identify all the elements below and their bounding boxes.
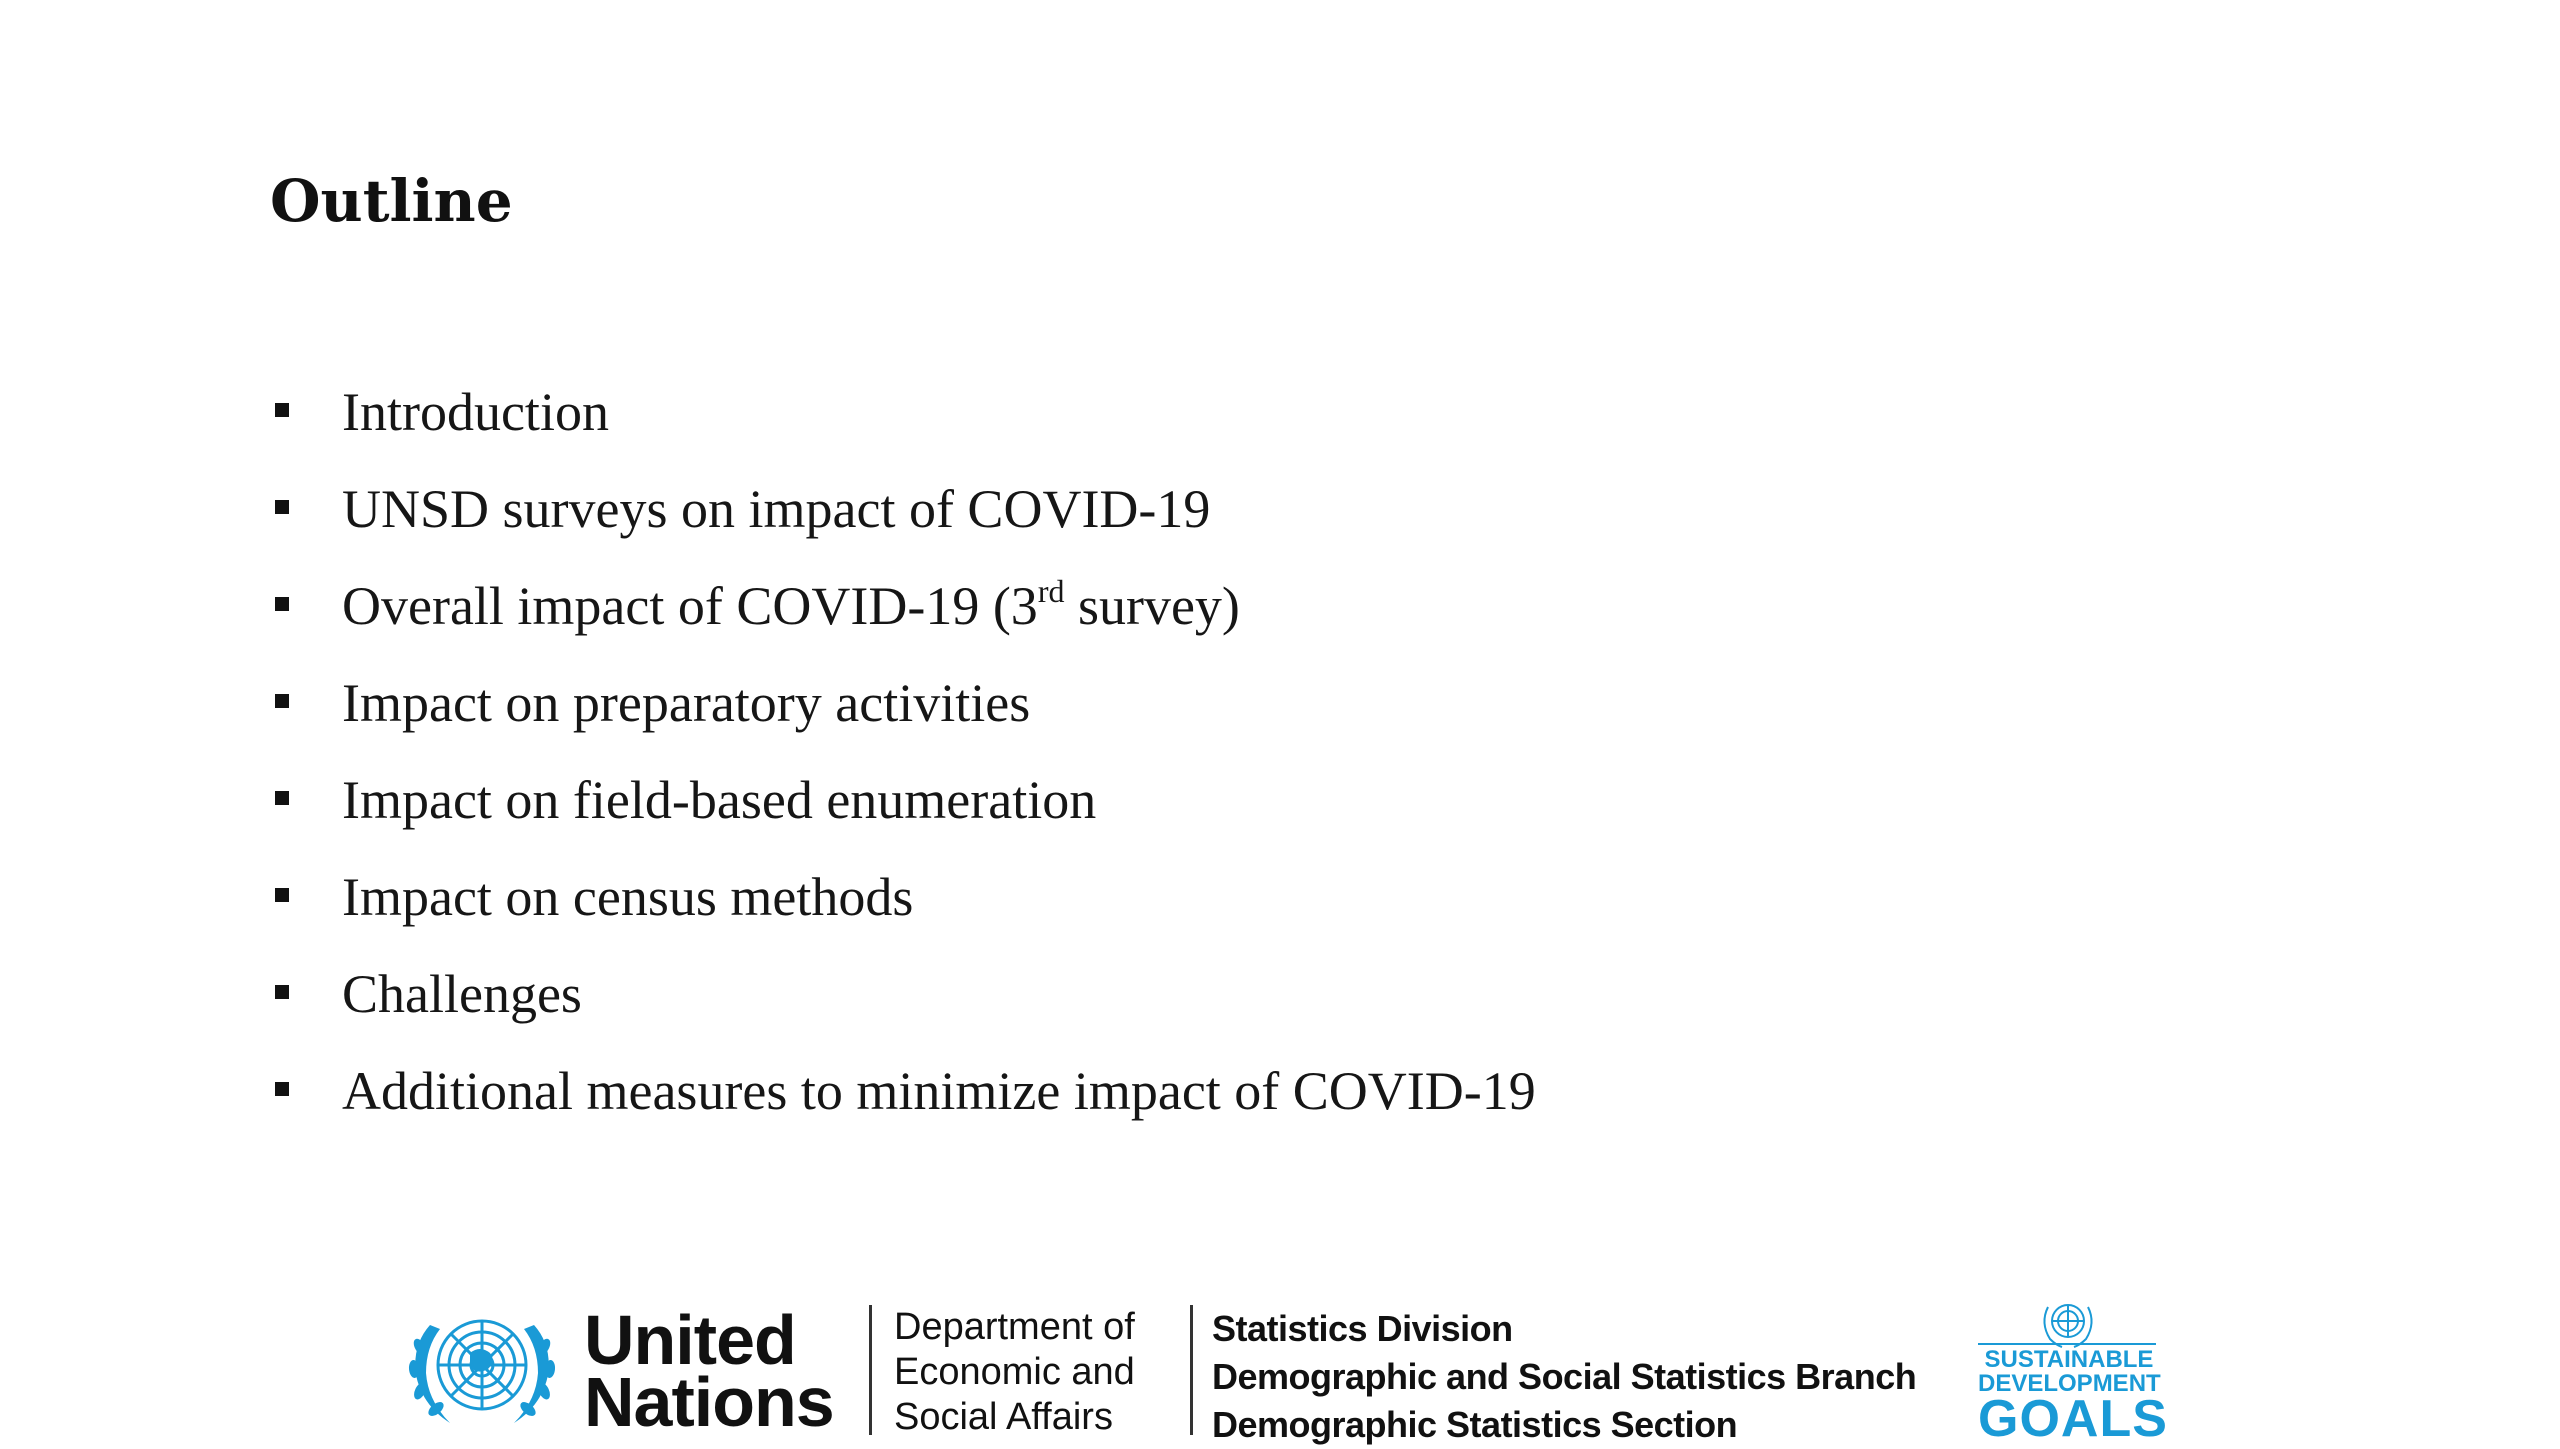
list-item-text-part: survey) (1064, 576, 1240, 636)
un-wordmark-line: Nations (584, 1363, 834, 1441)
bullet-square-icon (275, 694, 289, 708)
bullet-square-icon (275, 1082, 289, 1096)
footer-logos (0, 1285, 2560, 1448)
un-wordmark (584, 1301, 834, 1441)
desa-name (894, 1305, 1135, 1440)
list-item-text: Additional measures to minimize impact of COVID-19 (342, 1061, 1536, 1121)
sdg-text-line: SUSTAINABLE (1984, 1346, 2154, 1373)
list-item-text: Challenges (342, 964, 582, 1024)
list-item-text: UNSD surveys on impact of COVID-19 (342, 479, 1211, 539)
unsd-name-line: Statistics Division (1212, 1308, 1513, 1349)
un-wordmark-line: United (584, 1301, 796, 1379)
list-item-text: Impact on preparatory activities (342, 673, 1031, 733)
sdg-rule (1978, 1343, 2156, 1345)
list-item-text: Impact on field-based enumeration (342, 770, 1097, 830)
list-item-text-part: Overall impact of COVID-19 (3 (342, 576, 1038, 636)
divider (869, 1305, 872, 1435)
ordinal-suffix: rd (1037, 573, 1065, 609)
desa-name-line: Economic and (894, 1351, 1135, 1393)
desa-name-line: Department of (894, 1306, 1135, 1348)
unsd-name-line: Demographic and Social Statistics Branch (1212, 1356, 1917, 1397)
sdg-logo (1978, 1297, 2168, 1448)
bullet-square-icon (275, 791, 289, 805)
unsd-name (1212, 1305, 1916, 1449)
un-emblem-icon (400, 1301, 564, 1437)
unsd-name-line: Demographic Statistics Section (1212, 1404, 1738, 1445)
sdg-goals-text: GOALS (1978, 1390, 2168, 1448)
slide-title: Outline (270, 167, 513, 235)
bullet-square-icon (275, 403, 289, 417)
list-item-text: Introduction (342, 382, 609, 442)
desa-name-line: Social Affairs (894, 1396, 1113, 1438)
bullet-square-icon (275, 888, 289, 902)
bullet-square-icon (275, 597, 289, 611)
list-item-text (342, 573, 1240, 636)
sdg-emblem-icon (2038, 1297, 2098, 1349)
bullet-square-icon (275, 985, 289, 999)
bullet-square-icon (275, 500, 289, 514)
divider (1190, 1305, 1193, 1435)
sdg-text-line: DEVELOPMENT (1978, 1370, 2161, 1397)
list-item-text: Impact on census methods (342, 867, 914, 927)
